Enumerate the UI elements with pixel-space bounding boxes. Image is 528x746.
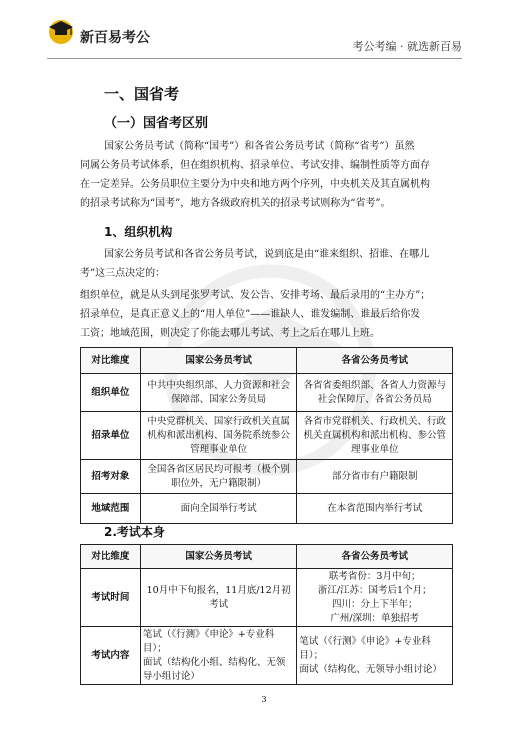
header-slogan: 考公考编 · 就选新百易 [352, 40, 462, 53]
row-dimension: 组织单位 [81, 374, 141, 412]
cell-line: 面试（结构化、无领导小组讨论） [299, 663, 442, 675]
org-line: 招录单位，是真正意义上的“用人单位”——谁缺人、谁发编制、谁最后给你发 [80, 309, 421, 320]
cell-line: 笔试（《行测》《申论》+专业科目）； [142, 628, 275, 654]
row-dimension: 招考对象 [81, 460, 141, 494]
exam-comparison-table [80, 544, 453, 685]
national-cell: 面向全国举行考试 [140, 494, 297, 524]
table-header: 国家公务员考试 [140, 545, 297, 569]
provincial-cell: 部分省市有户籍限制 [297, 460, 453, 494]
table-header: 各省公务员考试 [297, 545, 453, 569]
org-heading: 1、组织机构 [104, 225, 173, 239]
table-header: 对比维度 [81, 348, 141, 374]
provincial-cell: 在本省范围内举行考试 [297, 494, 453, 524]
national-cell: 中共中央组织部、人力资源和社会保障部、国家公务员局 [140, 374, 297, 412]
table-row [81, 494, 453, 524]
cell-line: 四川：分上下半年； [331, 598, 418, 610]
logo-text: 新百易考公 [80, 30, 150, 46]
table-row [81, 412, 453, 460]
graduation-cap-logo-icon [47, 18, 75, 44]
org-line: 工资；地域范围，则决定了你能去哪儿考试、考上之后在哪儿上班。 [80, 328, 380, 339]
provincial-cell [297, 627, 453, 685]
section-title: 一、国省考 [104, 85, 180, 103]
table-row [81, 569, 453, 627]
org-line: 考”这三点决定的： [80, 268, 166, 279]
cell-line: 面试（结构化小组、结构化、无领导小组讨论） [142, 656, 286, 682]
row-dimension: 考试时间 [81, 569, 141, 627]
table-header: 国家公务员考试 [140, 348, 297, 374]
intro-line: 在一定差异。公务员职位主要分为中央和地方两个序列，中央机关及其直属机构 [80, 179, 430, 190]
intro-line: 的招录考试称为“国考”，地方各级政府机关的招录考试则称为“省考”。 [80, 198, 391, 209]
cell-line: 广州/深圳：单独招考 [330, 612, 420, 624]
cell-line: 联考省份：3月中旬； [328, 570, 421, 582]
intro-line: 国家公务员考试（简称“国考”）和各省公务员考试（简称“省考”）虽然 [104, 141, 415, 152]
table-header: 对比维度 [81, 545, 141, 569]
table-header: 各省公务员考试 [297, 348, 453, 374]
provincial-cell: 各省省委组织部、各省人力资源与社会保障厅、各省公务员局 [297, 374, 453, 412]
subsection-title: （一）国省考区别 [104, 116, 209, 131]
table-row [81, 374, 453, 412]
row-dimension: 考试内容 [81, 627, 141, 685]
table-row [81, 627, 453, 685]
org-comparison-table [80, 347, 453, 524]
org-line: 组织单位，就是从头到尾张罗考试、发公告、安排考场、最后录用的“主办方”； [80, 290, 431, 301]
page-number: 3 [261, 695, 267, 704]
intro-line: 同属公务员考试体系，但在组织机构、招录单位、考试安排、编制性质等方面存 [80, 160, 430, 171]
exam-heading: 2.考试本身 [104, 525, 165, 539]
row-dimension: 招录单位 [81, 412, 141, 460]
page-header [0, 0, 528, 64]
row-dimension: 地域范围 [81, 494, 141, 524]
header-divider [47, 58, 462, 59]
org-line: 国家公务员考试和各省公务员考试，说到底是由“谁来组织、招谁、在哪儿 [104, 249, 430, 260]
national-cell: 10月中下旬报名，11月底/12月初考试 [140, 569, 297, 627]
cell-line: 浙江/江苏：国考后1个月； [317, 584, 432, 596]
provincial-cell: 各省市党群机关、行政机关、行政机关直属机构和派出机构、参公管理事业单位 [297, 412, 453, 460]
national-cell: 中央党群机关、国家行政机关直属机构和派出机构、国务院系统参公管理事业单位 [140, 412, 297, 460]
cell-line: 笔试（《行测》《申论》+专业科目）； [299, 635, 431, 661]
national-cell: 全国各省区居民均可报考（极个别职位外，无户籍限制） [140, 460, 297, 494]
national-cell [140, 627, 297, 685]
table-row [81, 460, 453, 494]
provincial-cell [297, 569, 453, 627]
